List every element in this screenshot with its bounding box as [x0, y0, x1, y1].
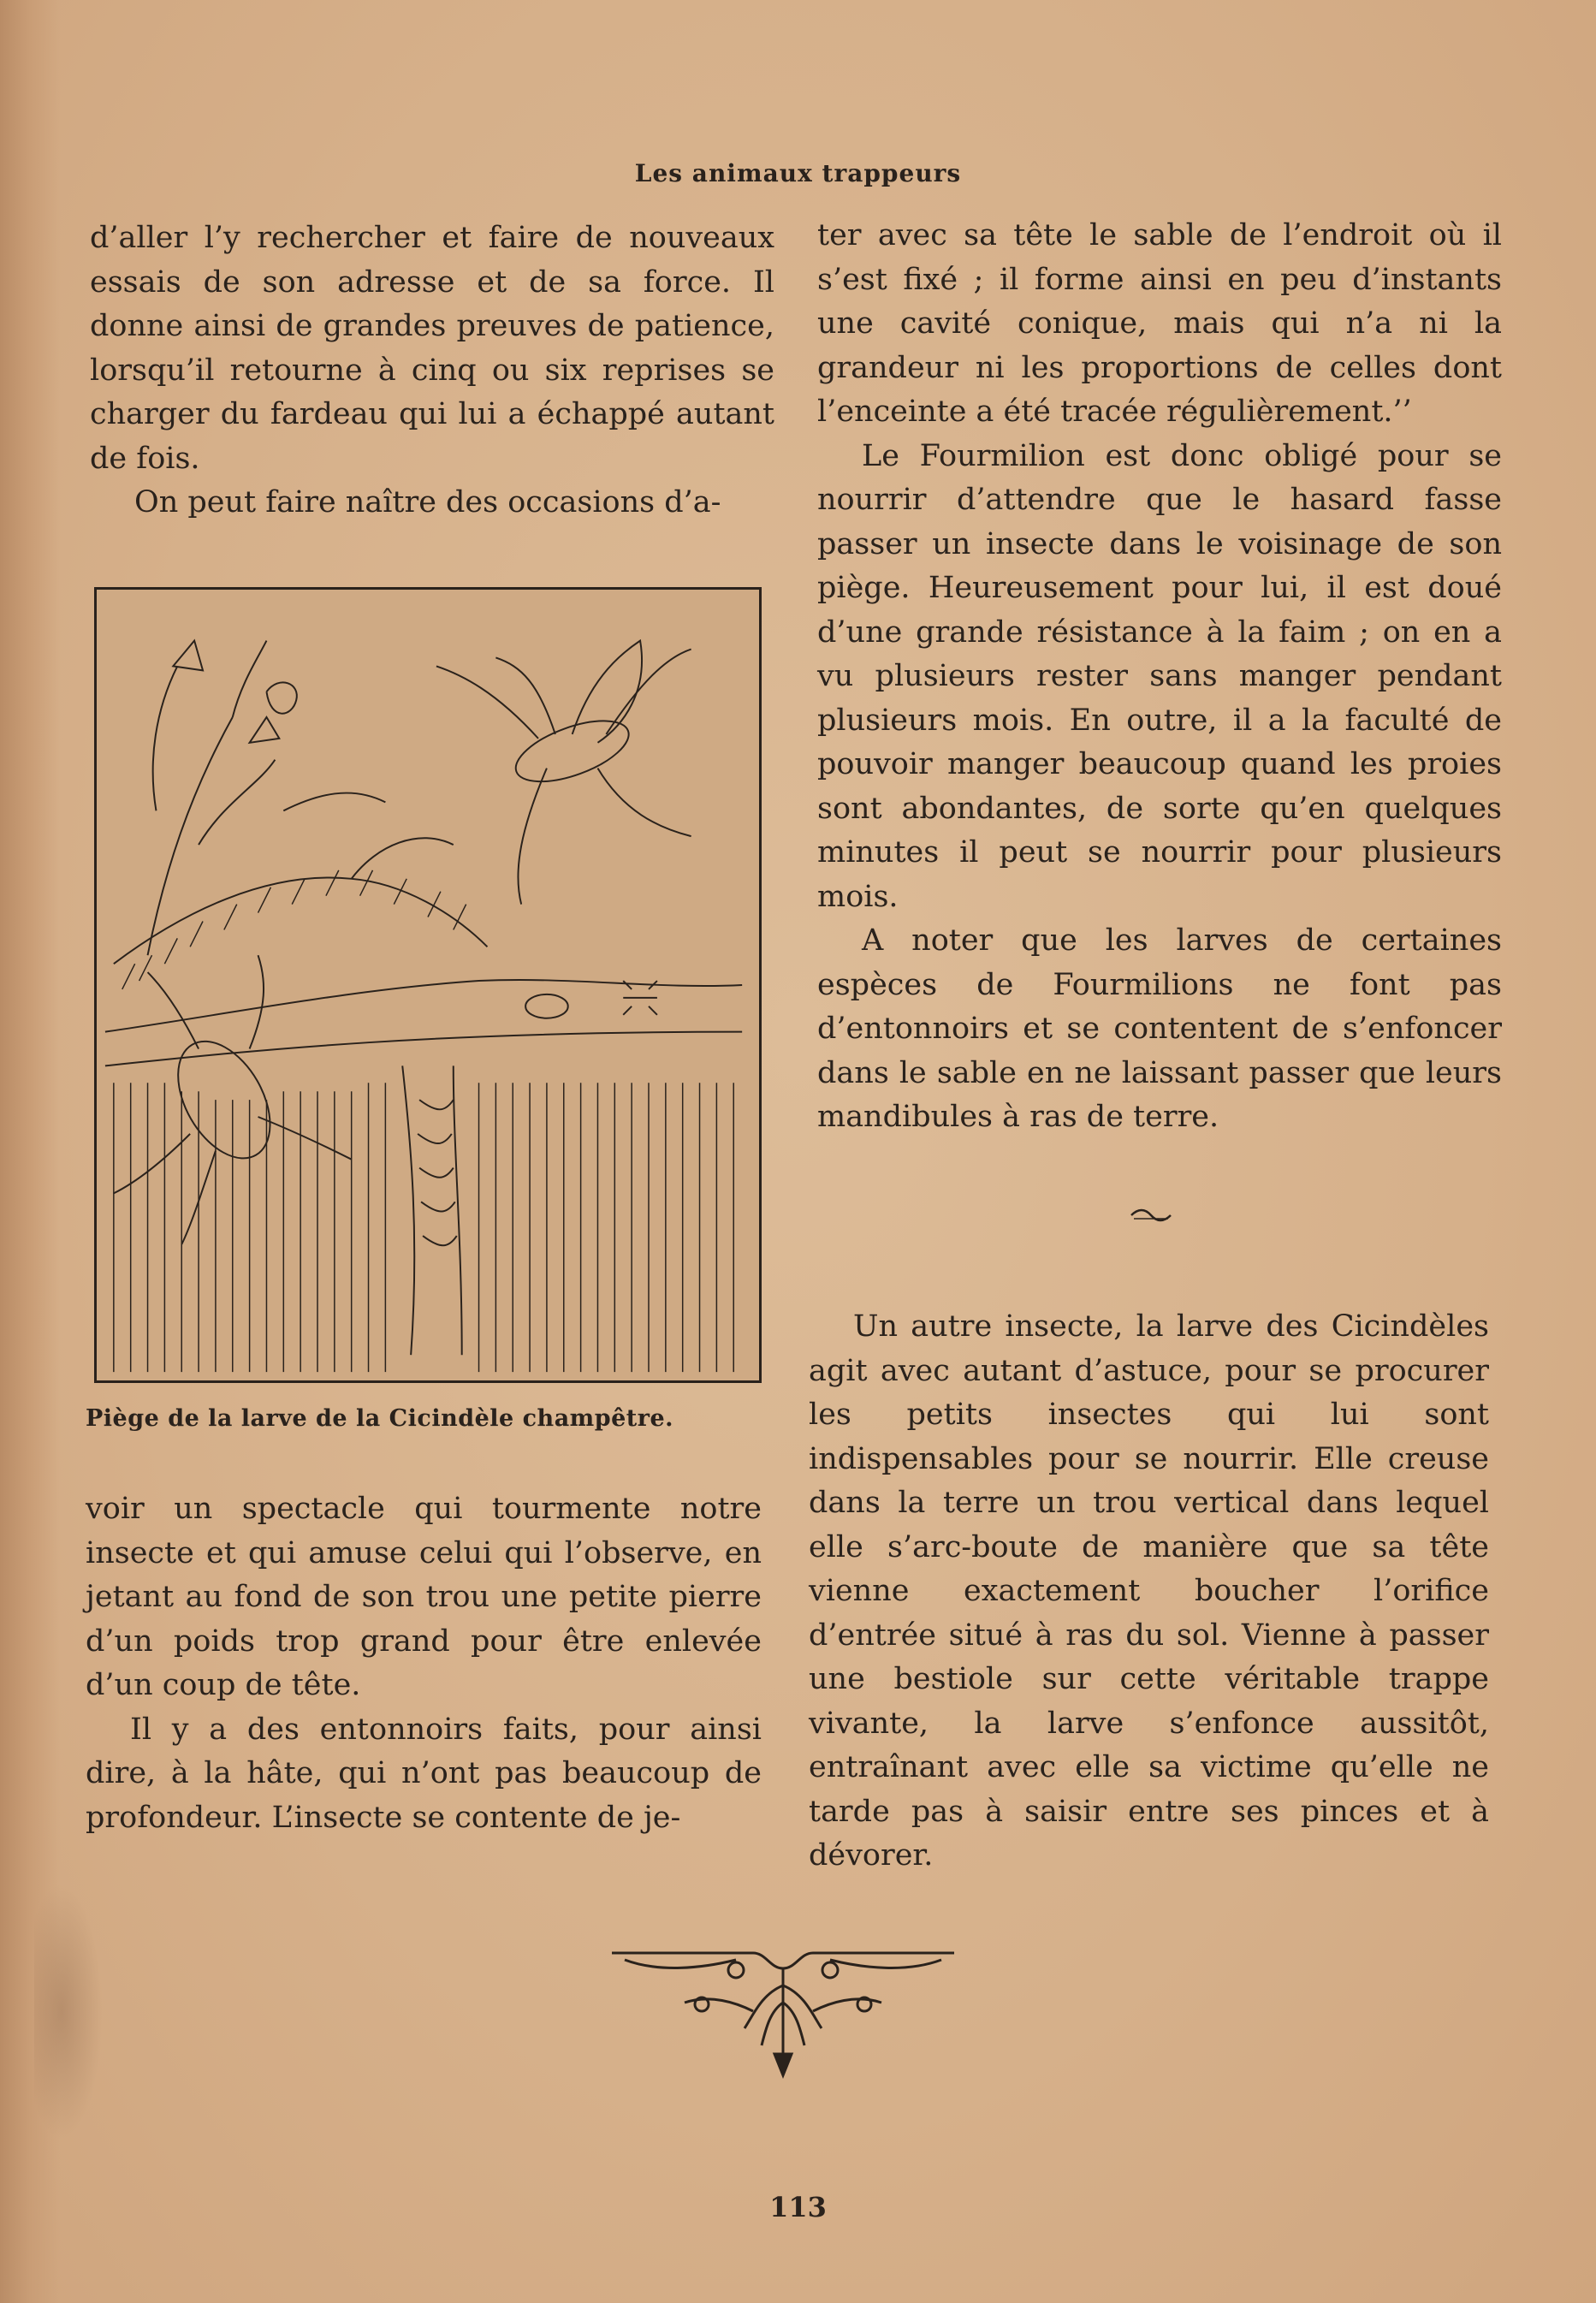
right-column-bottom	[809, 1305, 1489, 1879]
paragraph: ter avec sa tête le sable de l’endroit où il s’est fixé ; il forme ainsi en peu d’instants une cavité conique, mais qui n’a ni la grandeur ni les proportions de celles dont l’enceinte a été tracée régulièrement.’’	[817, 218, 1502, 429]
left-column-bottom	[86, 1487, 762, 1840]
engraving-illustration	[97, 590, 759, 1380]
figure-caption: Piège de la larve de la Cicindèle champêtre.	[86, 1405, 674, 1432]
paragraph: d’aller l’y rechercher et faire de nouveaux essais de son adresse et de sa force. Il donne ainsi de grandes preuves de patience, lorsqu’il retourne à cinq ou six reprises se charger du fardeau qui lui a échappé autant de fois.	[90, 221, 774, 476]
paragraph: A noter que les larves de certaines espèces de Fourmilions ne font pas d’entonnoirs et se contentent de s’enfoncer dans le sable en ne laissant passer que leurs mandibules à ras de terre.	[817, 923, 1502, 1134]
paragraph: Il y a des entonnoirs faits, pour ainsi dire, à la hâte, qui n’ont pas beaucoup de profondeur. L’insecte se contente de je-	[86, 1712, 762, 1835]
running-head: Les animaux trappeurs	[634, 159, 962, 187]
left-column-top	[90, 217, 774, 525]
paper-stain	[34, 1883, 103, 2140]
page-number: 113	[769, 2191, 827, 2223]
paragraph: Le Fourmilion est donc obligé pour se nourrir d’attendre que le hasard fasse passer un insecte dans le voisinage de son piège. Heureusement pour lui, il est doué d’une grande résistance à la faim ; on en a vu plusieurs rester sans manger pendant plusieurs mois. En outre, il a la faculté de pouvoir manger beaucoup quand les proies sont abondantes, de sorte qu’en quelques minutes il peut se nourrir pour plusieurs mois.	[817, 438, 1502, 914]
tilde-ornament-icon	[1130, 1207, 1172, 1227]
paragraph: Un autre insecte, la larve des Cicindèles agit avec autant d’astuce, pour se procurer les petits insectes qui lui sont indispensables pour se nourrir. Elle creuse dans la terre un trou vertical dans lequel elle s’arc-boute de manière que sa tête vienne exactement boucher l’orifice d’entrée situé à ras du sol. Vienne à passer une bestiole sur cette véritable trappe vivante, la larve s’enfonce aussitôt, entraînant avec elle sa victime qu’elle ne tarde pas à saisir entre ses pinces et à dévorer.	[809, 1309, 1489, 1873]
paragraph: On peut faire naître des occasions d’a-	[134, 485, 721, 519]
paragraph: voir un spectacle qui tourmente notre insecte et qui amuse celui qui l’observe, en jetant au fond de son trou une petite pierre d’un poids trop grand pour être enlevée d’un coup de tête.	[86, 1492, 762, 1702]
floral-tailpiece-ornament	[608, 1934, 958, 2080]
engraving-figure	[94, 587, 762, 1383]
right-column-top	[817, 214, 1502, 1140]
